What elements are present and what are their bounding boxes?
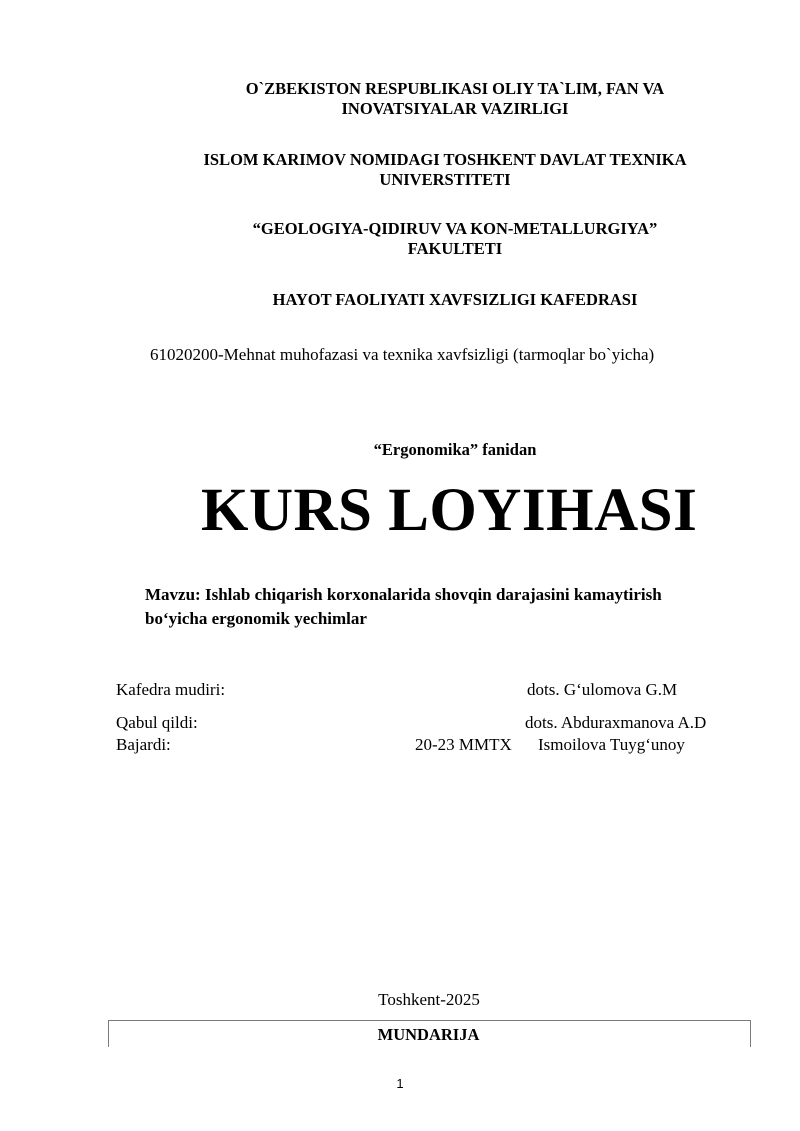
document-type-title: KURS LOYIHASI <box>201 477 698 544</box>
page-number: 1 <box>396 1076 404 1091</box>
university-line-1: ISLOM KARIMOV NOMIDAGI TOSHKENT DAVLAT TEXNIKA <box>203 150 687 169</box>
head-of-department-label: Kafedra mudiri: <box>116 680 226 699</box>
ministry-line-2: INOVATSIYALAR VAZIRLIGI <box>341 99 569 118</box>
ministry-line-1: O`ZBEKISTON RESPUBLIKASI OLIY TA`LIM, FAN VA <box>245 79 665 98</box>
student-group: 20-23 MMTX <box>415 735 512 754</box>
topic-line-2: bo‘yicha ergonomik yechimlar <box>145 609 367 628</box>
completed-by-label: Bajardi: <box>116 735 171 754</box>
faculty-line-2: FAKULTETI <box>407 239 503 258</box>
accepted-by-name: dots. Abduraxmanova A.D <box>525 713 707 732</box>
department-heading: HAYOT FAOLIYATI XAVFSIZLIGI KAFEDRASI <box>272 290 638 309</box>
topic-line-1: Mavzu: Ishlab chiqarish korxonalarida shovqin darajasini kamaytirish <box>145 585 662 604</box>
subject-line: “Ergonomika” fanidan <box>373 440 537 459</box>
faculty-heading <box>130 219 780 259</box>
head-of-department-name: dots. G‘ulomova G.M <box>527 680 678 699</box>
city-year: Toshkent-2025 <box>378 990 480 1009</box>
specialty-line: 61020200-Mehnat muhofazasi va texnika xavfsizligi (tarmoqlar bo`yicha) <box>150 345 655 364</box>
university-heading <box>120 150 770 190</box>
accepted-by-label: Qabul qildi: <box>116 713 198 732</box>
ministry-heading <box>130 79 780 119</box>
faculty-line-1: “GEOLOGIYA-QIDIRUV VA KON-METALLURGIYA” <box>252 219 658 238</box>
university-line-2: UNIVERSTITETI <box>379 170 511 189</box>
contents-title: MUNDARIJA <box>377 1025 480 1044</box>
topic-block <box>145 583 745 631</box>
student-name: Ismoilova Tuyg‘unoy <box>538 735 685 754</box>
